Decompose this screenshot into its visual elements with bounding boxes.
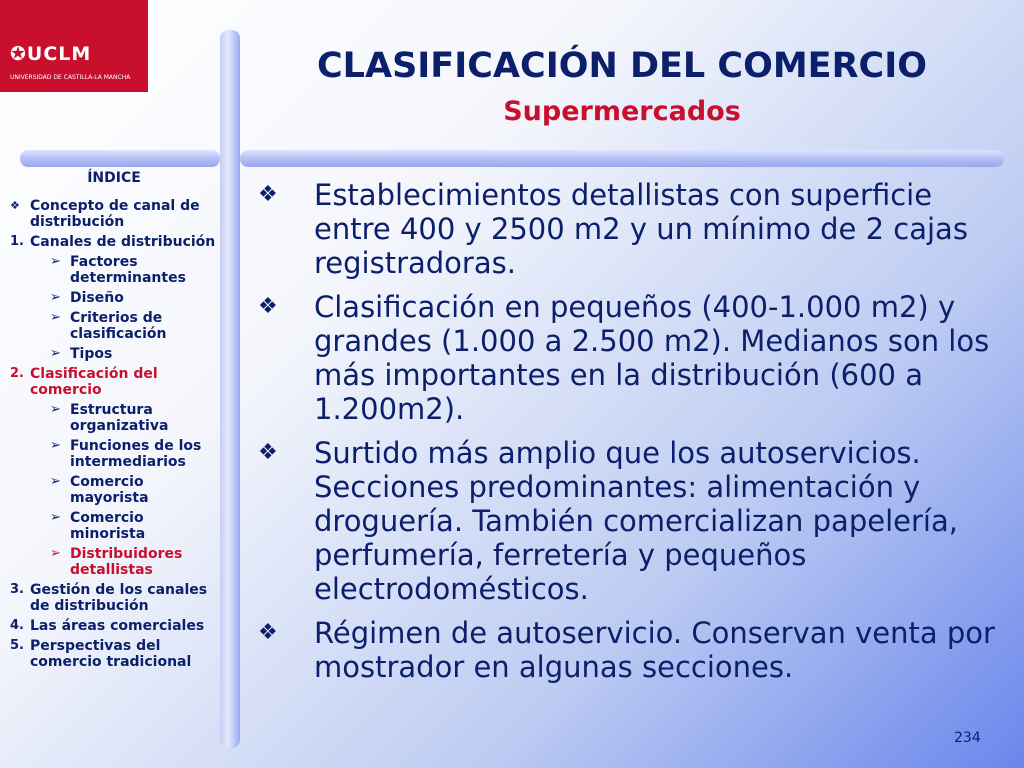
arrow-bullet-icon: ➢ xyxy=(50,310,61,325)
slide-content xyxy=(256,178,996,694)
index-item[interactable] xyxy=(10,510,216,542)
index-item-label: Clasificación del comercio xyxy=(30,366,158,398)
index-item[interactable] xyxy=(10,546,216,578)
slide-title: CLASIFICACIÓN DEL COMERCIO xyxy=(317,46,927,86)
index-item-label: Diseño xyxy=(70,290,124,306)
index-item[interactable] xyxy=(10,618,216,634)
vertical-divider-bar xyxy=(220,30,240,748)
logo-wordmark: ✪UCLM xyxy=(10,43,92,65)
bullet-list xyxy=(256,178,996,684)
index-item[interactable] xyxy=(10,254,216,286)
index-item-label: Factores determinantes xyxy=(70,254,186,286)
bullet-text: Surtido más amplio que los autoservicios. Secciones predominantes: alimentación y droguería. También comercializan papelería, perfumería, ferretería y pequeños electrodomésticos. xyxy=(314,436,958,606)
bullet-point xyxy=(256,290,996,426)
bullet-point xyxy=(256,436,996,606)
arrow-bullet-icon: ➢ xyxy=(50,438,61,453)
arrow-bullet-icon: ➢ xyxy=(50,254,61,269)
index-item[interactable] xyxy=(10,474,216,506)
bullet-text: Clasificación en pequeños (400-1.000 m2) y grandes (1.000 a 2.500 m2). Medianos son los más importantes en la distribución (600 a 1.200m2). xyxy=(314,290,990,426)
logo-university-name: UNIVERSIDAD DE CASTILLA-LA MANCHA xyxy=(10,74,131,81)
index-item-label: Gestión de los canales de distribución xyxy=(30,582,208,614)
diamond-bullet-icon: ❖ xyxy=(258,294,278,319)
index-item[interactable] xyxy=(10,198,216,230)
index-item-label: Comercio mayorista xyxy=(70,474,149,506)
index-sidebar xyxy=(10,170,216,674)
uclm-logo xyxy=(0,0,148,92)
index-item[interactable] xyxy=(10,290,216,306)
bullet-text: Establecimientos detallistas con superficie entre 400 y 2500 m2 y un mínimo de 2 cajas registradoras. xyxy=(314,178,968,280)
index-item-label: Comercio minorista xyxy=(70,510,146,542)
page-number: 234 xyxy=(954,730,981,746)
index-item[interactable] xyxy=(10,346,216,362)
index-list xyxy=(10,198,216,670)
index-item-label: Canales de distribución xyxy=(30,234,216,250)
index-item[interactable] xyxy=(10,366,216,398)
index-item-label: Tipos xyxy=(70,346,113,362)
index-item-label: Perspectivas del comercio tradicional xyxy=(30,638,192,670)
index-marker: 5. xyxy=(10,638,24,653)
index-item[interactable] xyxy=(10,234,216,250)
index-item-label: Estructura organizativa xyxy=(70,402,169,434)
bullet-text: Régimen de autoservicio. Conservan venta por mostrador en algunas secciones. xyxy=(314,616,995,684)
index-item[interactable] xyxy=(10,402,216,434)
diamond-bullet-icon: ❖ xyxy=(258,620,278,645)
index-marker: ❖ xyxy=(10,199,20,212)
diamond-bullet-icon: ❖ xyxy=(258,440,278,465)
index-item[interactable] xyxy=(10,638,216,670)
bullet-point xyxy=(256,616,996,684)
arrow-bullet-icon: ➢ xyxy=(50,510,61,525)
index-marker: 3. xyxy=(10,582,24,597)
diamond-bullet-icon: ❖ xyxy=(258,182,278,207)
index-item-label: Concepto de canal de distribución xyxy=(30,198,200,230)
index-item[interactable] xyxy=(10,582,216,614)
index-item-label: Funciones de los intermediarios xyxy=(70,438,202,470)
arrow-bullet-icon: ➢ xyxy=(50,474,61,489)
arrow-bullet-icon: ➢ xyxy=(50,290,61,305)
index-item-label: Distribuidores detallistas xyxy=(70,546,183,578)
index-title: ÍNDICE xyxy=(87,170,141,186)
index-marker: 1. xyxy=(10,234,24,249)
horizontal-divider-bar-right xyxy=(240,150,1004,167)
horizontal-divider-bar-left xyxy=(20,150,220,167)
index-item-label: Las áreas comerciales xyxy=(30,618,205,634)
index-item[interactable] xyxy=(10,310,216,342)
index-marker: 4. xyxy=(10,618,24,633)
slide-subtitle: Supermercados xyxy=(503,96,741,127)
arrow-bullet-icon: ➢ xyxy=(50,546,61,561)
arrow-bullet-icon: ➢ xyxy=(50,346,61,361)
index-item-label: Criterios de clasificación xyxy=(70,310,167,342)
index-item[interactable] xyxy=(10,438,216,470)
arrow-bullet-icon: ➢ xyxy=(50,402,61,417)
bullet-point xyxy=(256,178,996,280)
index-marker: 2. xyxy=(10,366,24,381)
